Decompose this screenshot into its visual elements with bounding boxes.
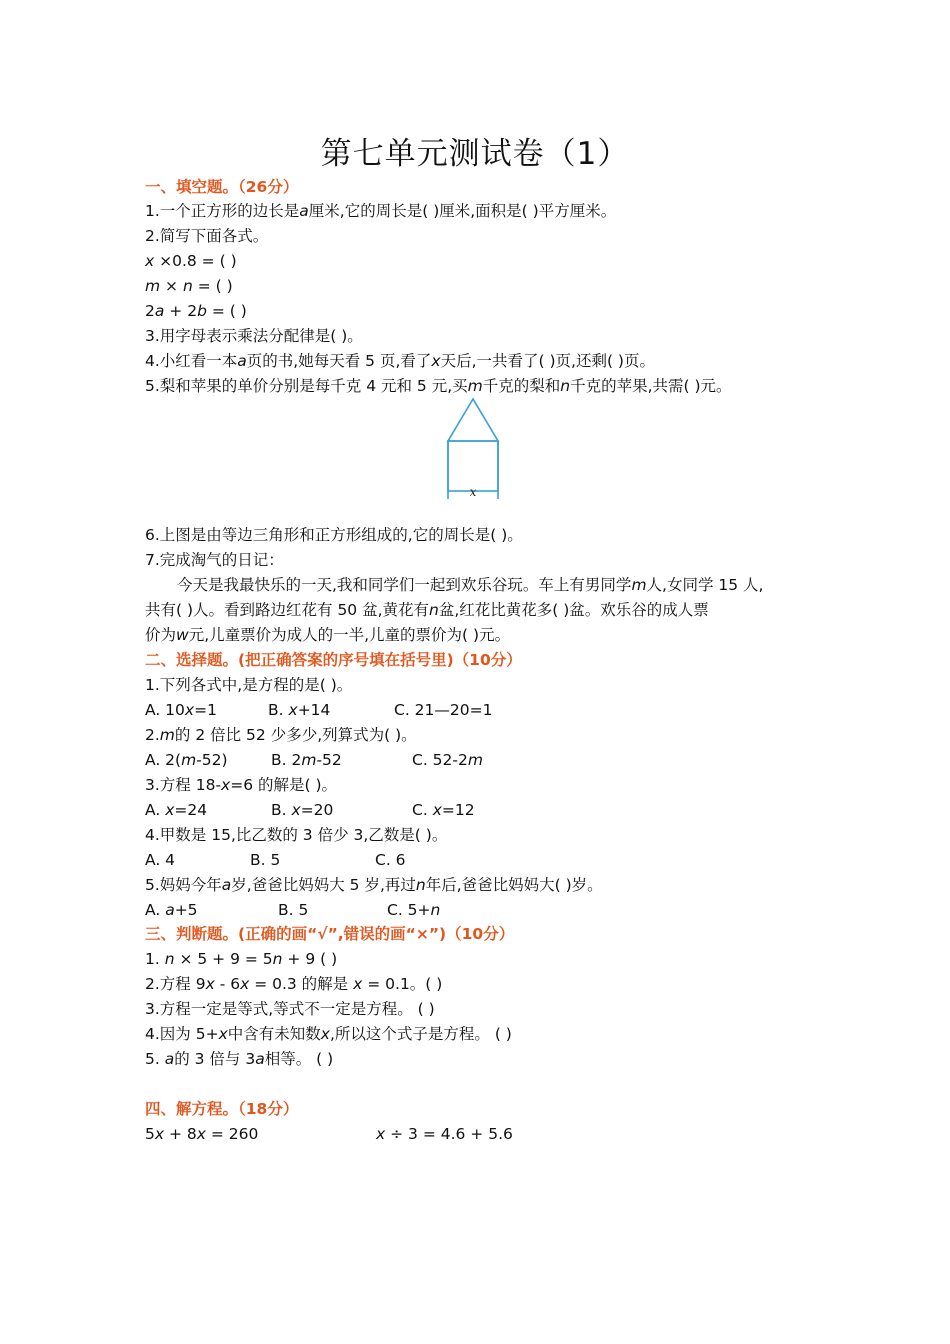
option-c: C. x=12	[412, 801, 475, 819]
option-a: A. 4	[145, 851, 176, 869]
option-c: C. 6	[375, 851, 406, 869]
option-a: A. 10x=1	[145, 701, 217, 719]
option-c: C. 5+n	[387, 901, 441, 919]
option-b: B. x=20	[271, 801, 334, 819]
judge-question-4: 4.因为 5+x中含有未知数x,所以这个式子是方程。 ( )	[145, 1025, 512, 1043]
option-b: B. 5	[278, 901, 309, 919]
fill-question-7: 7.完成淘气的日记：	[145, 551, 284, 569]
fill-question-2a: x ×0.8 = ( )	[145, 252, 237, 270]
section-judge-heading: 三、判断题。(正确的画“√”,错误的画“×”)（10分）	[145, 925, 515, 943]
section-choice-heading: 二、选择题。(把正确答案的序号填在括号里)（10分）	[145, 651, 522, 669]
choice-question-5: 5.妈妈今年a岁,爸爸比妈妈大 5 岁,再过n年后,爸爸比妈妈大( )岁。	[145, 876, 603, 894]
triangle-square-diagram	[440, 397, 506, 501]
option-c: C. 21—20=1	[394, 701, 493, 719]
fill-question-5: 5.梨和苹果的单价分别是每千克 4 元和 5 元,买m千克的梨和n千克的苹果,共需( )元。	[145, 377, 732, 395]
option-a: A. x=24	[145, 801, 208, 819]
diary-line-2: 共有( )人。看到路边红花有 50 盆,黄花有n盆,红花比黄花多( )盆。欢乐谷的成人票	[145, 601, 709, 619]
section-fill-heading: 一、填空题。（26分）	[145, 178, 299, 196]
diary-line-1: 今天是我最快乐的一天,我和同学们一起到欢乐谷玩。车上有男同学m人,女同学 15 人,	[177, 576, 764, 594]
fill-question-6: 6.上图是由等边三角形和正方形组成的,它的周长是( )。	[145, 526, 523, 544]
option-a: A. 2(m-52)	[145, 751, 228, 769]
section-solve-heading: 四、解方程。（18分）	[145, 1100, 299, 1118]
choice-question-2: 2.m的 2 倍比 52 少多少,列算式为( )。	[145, 726, 417, 744]
judge-question-1: 1. n × 5 + 9 = 5n + 9 ( )	[145, 950, 338, 968]
choice-question-4: 4.甲数是 15,比乙数的 3 倍少 3,乙数是( )。	[145, 826, 448, 844]
fill-question-1: 1.一个正方形的边长是a厘米,它的周长是( )厘米,面积是( )平方厘米。	[145, 202, 617, 220]
option-c: C. 52-2m	[412, 751, 483, 769]
option-b: B. 2m-52	[271, 751, 342, 769]
house-shape-figure	[440, 397, 506, 501]
judge-question-2: 2.方程 9x - 6x = 0.3 的解是 x = 0.1。( )	[145, 975, 443, 993]
option-b: B. 5	[250, 851, 281, 869]
judge-question-5: 5. a的 3 倍与 3a相等。 ( )	[145, 1050, 334, 1068]
fill-question-4: 4.小红看一本a页的书,她每天看 5 页,看了x天后,一共看了( )页,还剩( )页。	[145, 352, 655, 370]
fill-question-2: 2.简写下面各式。	[145, 227, 269, 245]
fill-question-2c: 2a + 2b = ( )	[145, 302, 247, 320]
option-a: A. a+5	[145, 901, 198, 919]
equation-2: x ÷ 3 = 4.6 + 5.6	[376, 1125, 513, 1143]
choice-question-3: 3.方程 18-x=6 的解是( )。	[145, 776, 338, 794]
triangle-shape	[448, 399, 498, 441]
equation-1: 5x + 8x = 260	[145, 1125, 259, 1143]
side-length-label: x	[469, 485, 477, 499]
page-title: 第七单元测试卷（1）	[320, 136, 630, 172]
diary-line-3: 价为w元,儿童票价为成人的一半,儿童的票价为( )元。	[145, 626, 511, 644]
judge-question-3: 3.方程一定是等式,等式不一定是方程。 ( )	[145, 1000, 435, 1018]
fill-question-3: 3.用字母表示乘法分配律是( )。	[145, 327, 363, 345]
option-b: B. x+14	[268, 701, 331, 719]
square-shape	[448, 441, 498, 491]
choice-question-1: 1.下列各式中,是方程的是( )。	[145, 676, 353, 694]
fill-question-2b: m × n = ( )	[145, 277, 233, 295]
